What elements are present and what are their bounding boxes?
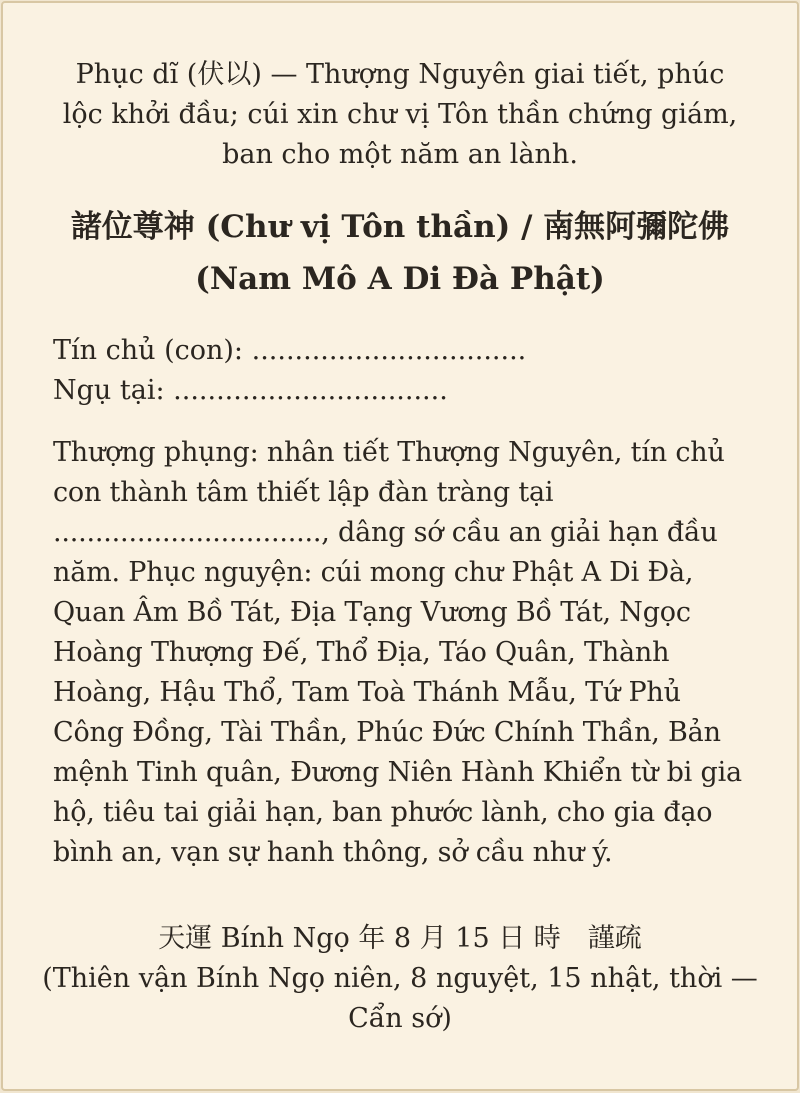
residence-value: ................................ bbox=[173, 375, 448, 406]
closing-viet-line: (Thiên vận Bính Ngọ niên, 8 nguyệt, 15 nhật, thời — Cẩn sớ) bbox=[42, 963, 758, 1034]
petition-body: Thượng phụng: nhân tiết Thượng Nguyên, tín chủ con thành tâm thiết lập đàn tràng tại ................................, dâng sớ cầu an giải hạn đầu năm. Phục nguyện: cúi mong chư Phật A Di Đà, Quan Âm Bồ Tát, Địa Tạng Vương Bồ Tát, Ngọc Hoàng Thượng Đế, Thổ Địa, Táo Quân, Thành Hoàng, Hậu Thổ, Tam Toà Thánh Mẫu, Tứ Phủ Công Đồng, Tài Thần, Phúc Đức Chính Thần, Bản mệnh Tinh quân, Đương Niên Hành Khiển từ bi gia hộ, tiêu tai giải hạn, ban phước lành, cho gia đạo bình an, vạn sự hanh thông, sở cầu như ý. bbox=[53, 437, 742, 868]
believer-fields bbox=[53, 331, 747, 411]
believer-label: Tín chủ (con): bbox=[53, 335, 244, 366]
invocation-text: Phục dĩ (伏以) — Thượng Nguyên giai tiết, phúc lộc khởi đầu; cúi xin chư vị Tôn thần chứng giám, ban cho một năm an lành. bbox=[62, 59, 738, 170]
believer-value: ................................ bbox=[251, 335, 527, 366]
believer-line bbox=[53, 331, 747, 371]
petition-document bbox=[1, 1, 799, 1091]
closing-han-line: 天運 Bính Ngọ 年 8 月 15 日 時 謹疏 bbox=[158, 923, 642, 954]
deities-heading: 諸位尊神 (Chư vị Tôn thần) / 南無阿彌陀佛 (Nam Mô A Di Đà Phật) bbox=[70, 209, 730, 297]
residence-label: Ngụ tại: bbox=[53, 375, 165, 406]
closing-date bbox=[41, 919, 759, 1039]
residence-line bbox=[53, 371, 747, 411]
